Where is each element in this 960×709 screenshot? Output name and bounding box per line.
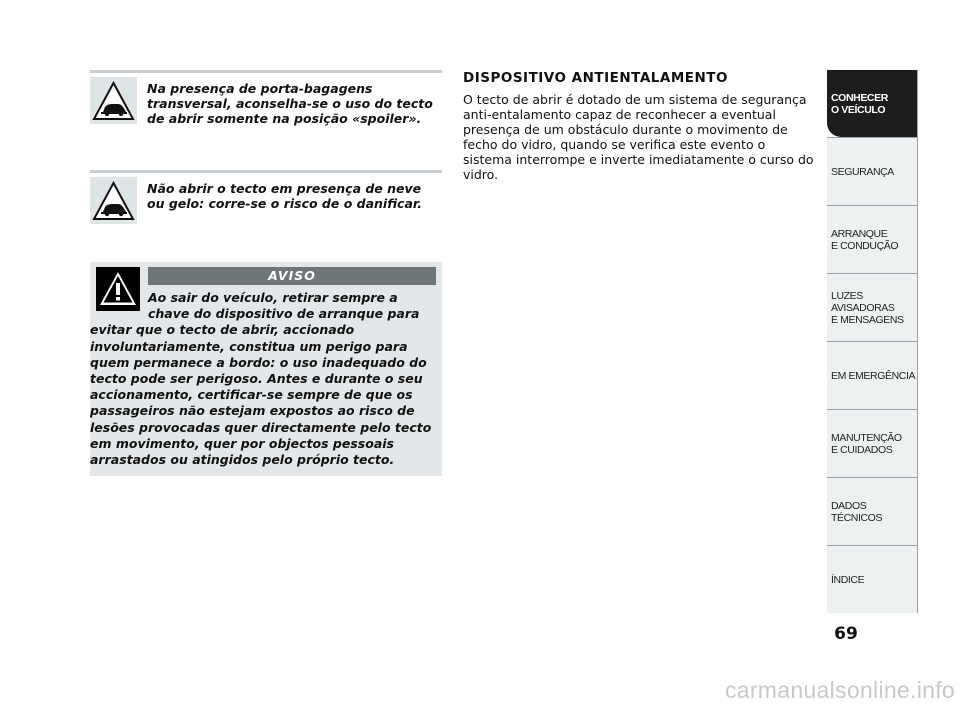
tab-label: ÍNDICE (831, 573, 865, 586)
tab-chapter[interactable] (827, 274, 918, 341)
tab-label: SEGURANÇA (831, 165, 894, 178)
note-text: Na presença de porta-bagagens transversal, aconselha-se o uso do tecto de abrir somente na posição «spoiler». (147, 81, 433, 126)
tab-label: EM EMERGÊNCIA (831, 369, 916, 382)
tab-label: TÉCNICOS (831, 511, 883, 524)
tab-chapter[interactable] (827, 70, 918, 137)
tab-separator (827, 545, 918, 546)
tab-label: DADOS (831, 499, 867, 512)
tab-separator (827, 273, 918, 274)
tab-label: CONHECER (831, 91, 888, 104)
warning-body (90, 290, 440, 468)
tab-separator (827, 341, 918, 342)
tab-chapter[interactable] (827, 206, 918, 273)
tab-label: E CONDUÇÃO (831, 239, 899, 252)
tab-label: ARRANQUE (831, 227, 888, 240)
article-heading: DISPOSITIVO ANTIENTALAMENTO (463, 70, 728, 86)
tab-chapter[interactable] (827, 138, 918, 205)
note-snow-ice (90, 170, 442, 225)
tab-separator (827, 409, 918, 410)
note-roof-rack (90, 70, 442, 133)
tab-label: LUZES (831, 289, 863, 302)
tab-chapter[interactable] (827, 342, 918, 409)
tab-chapter[interactable] (827, 546, 918, 613)
watermark: carmanualsonline.info (724, 677, 955, 703)
tab-chapter[interactable] (827, 410, 918, 477)
tab-label: AVISADORAS (831, 301, 895, 314)
tab-separator (827, 205, 918, 206)
tab-label: E MENSAGENS (831, 313, 904, 326)
car-roof-icon (90, 177, 137, 224)
car-roof-icon (90, 77, 137, 124)
tab-label: E CUIDADOS (831, 443, 893, 456)
article-anti-trap (463, 70, 818, 182)
tab-separator (827, 477, 918, 478)
warning-title: AVISO (148, 267, 436, 285)
page-number: 69 (834, 624, 858, 644)
note-text: Não abrir o tecto em presença de neve ou gelo: corre-se o risco de o danificar. (147, 181, 423, 211)
warning-box (90, 262, 442, 476)
warning-text: Ao sair do veículo, retirar sempre a chave do dispositivo de arranque para evitar que o tecto de abrir, accionado involuntariamente, constitua um perigo para quem permanece a bordo: o uso inadequado do tecto pode ser perigoso. Antes e durante o seu accionamento, certificar-se sempre de que os passageiros não estejam expostos ao risco de lesões provocadas quer directamente pelo tecto em movimento, quer por objectos pessoais arrastados ou atingidos pelo próprio tecto. (90, 290, 432, 468)
article-body: O tecto de abrir é dotado de um sistema de segurança anti-entalamento capaz de reconhecer a eventual presença de um obstáculo durante o movimento de fecho do vidro, quando se verifica este evento o sistema interrompe e inverte imediatamente o curso do vidro. (463, 92, 814, 182)
tab-label: MANUTENÇÃO (831, 431, 902, 444)
tab-separator (827, 137, 918, 138)
tab-chapter[interactable] (827, 478, 918, 545)
tab-label: O VEÍCULO (831, 103, 886, 116)
